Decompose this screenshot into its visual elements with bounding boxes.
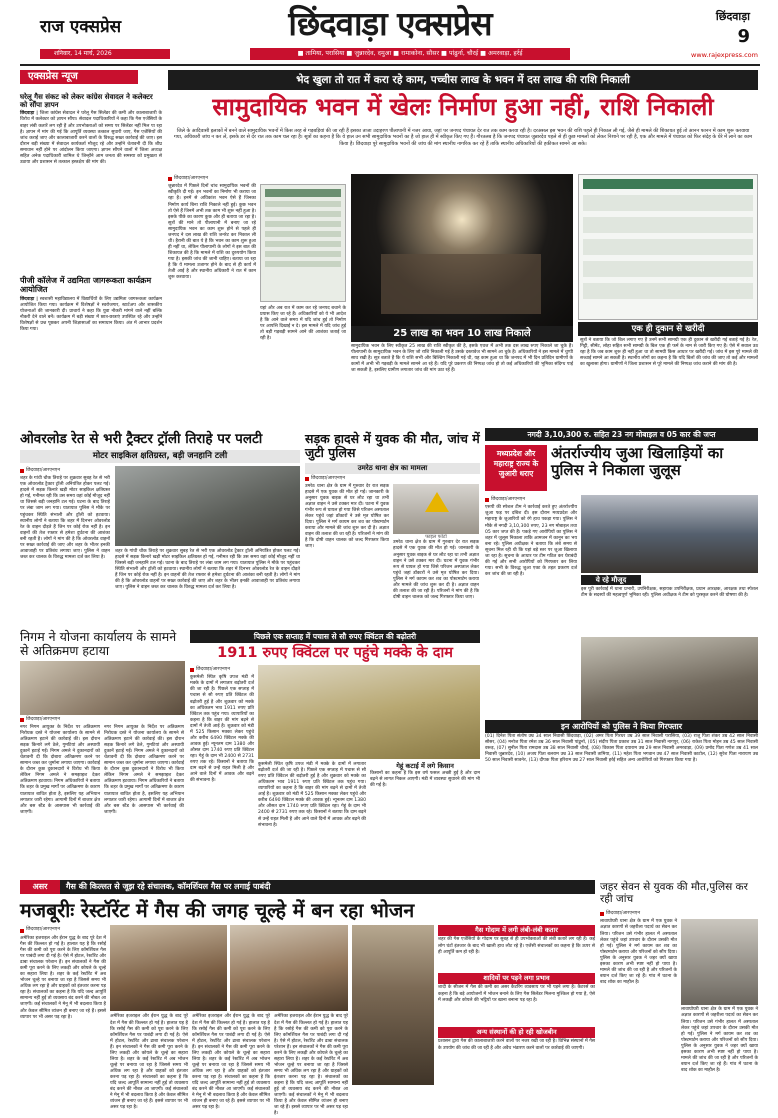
nigam-photo xyxy=(20,661,185,715)
sidebar-story-2-text: स्वशासी महाविद्यालय में विद्यार्थियों के लिए उद्यमिता जागरूकता कार्यक्रम आयोजित किया गया। कार्यक्रम में विशेषज्ञों ने स्वरोजगार, स्टार्टअप और शासकीय योजनाओं की जानकारी दी। प्राचार्य ने कहा कि युवा नौकरी मांगने वाले नहीं बल्कि नौकरी देने वाले बनें। कार्यक्रम में बड़ी संख्या में छात्र-छात्राएं उपस्थित रहे और उन्होंने विशेषज्ञों से प्रश्न पूछकर अपनी जिज्ञासाओं का समाधान किया। अंत में आभार प्रदर्शन किया गया। xyxy=(20,296,162,333)
gamblers-photo-1 xyxy=(581,495,758,573)
poison-body-2: लावाघोघरी थाना क्षेत्र के ग्राम में एक युवक ने अज्ञात कारणों से जहरीला पदार्थ का सेवन कर लिया। परिजन उसे गंभीर हालत में अस्पताल लेकर पहुंचे जहां उपचार के दौरान उसकी मौत हो गई। पुलिस ने मर्ग कायम कर शव का पोस्टमार्टम कराया और परिजनों को सौंप दिया। पुलिस के अनुसार युवक ने जहर क्यों खाया इसका कारण अभी स्पष्ट नहीं हो पाया है। मामले की जांच की जा रही है और परिजनों के बयान दर्ज किए जा रहे हैं। गांव में घटना के बाद शोक का माहौल है। xyxy=(681,1007,758,1074)
shop-header: एक ही दुकान से खरीदी xyxy=(578,322,758,336)
lead-kicker: भेद खुला तो रात में करा रहे काम, पच्चीस लाख के भवन में दस लाख की राशि निकाली xyxy=(168,70,758,90)
accident-byline: छिंदवाड़ा/आरएनएन xyxy=(305,476,480,482)
nigam-story xyxy=(20,630,185,835)
side3-body: प्रशासन द्वारा गैस की कालाबाजारी करने वालों पर नजर रखी जा रही है। विभिन्न संस्थानों में गैस के उपयोग की जांच की जा रही है और अवैध भंडारण करने वालों पर कार्रवाई की जाएगी। xyxy=(438,1039,595,1051)
poison-story xyxy=(600,882,758,1102)
accident-sub: उमरेठ थाना क्षेत्र का मामला xyxy=(305,463,480,474)
tractor-headline: ओवरलोड रेत से भरी ट्रैक्टर ट्रॉली तिराहे पर पलटी xyxy=(20,431,263,447)
gas-body-1: अमेरिका इजराइल और ईरान युद्ध के बाद पूरे देश में गैस की किल्लत हो गई है। हालात यह है कि रसोई गैस की कमी को पूरा करने के लिए कॉमर्शियल गैस पर पाबंदी लगा दी गई है। ऐसे में होटल, रेस्टॉरेंट और ढाबा संचालक परेशान हैं। इन संचालकों ने गैस की कमी पूरा करने के लिए लकड़ी और कोयले के चूल्हे का सहारा लिया है। शहर के कई रेस्टॉरेंट में अब भोजन चूल्हे पर बनाया जा रहा है जिससे समय भी अधिक लग रहा है और ग्राहकों को इंतजार करना पड़ रहा है। संचालकों का कहना है कि यदि जल्द आपूर्ति सामान्य नहीं हुई तो व्यवसाय बंद करने की नौबत आ जाएगी। कई संचालकों ने मेनू में भी बदलाव किया है और केवल सीमित व्यंजन ही बनाए जा रहे हैं। इससे व्यापार पर भी असर पड़ रहा है। xyxy=(20,935,106,1020)
gas-photo-3 xyxy=(352,925,434,1085)
poison-byline: छिंदवाड़ा/आरएनएन xyxy=(600,911,758,917)
lead-headline: सामुदायिक भवन में खेलः निर्माण हुआ नहीं, राशि निकाली xyxy=(212,93,714,121)
poison-photo xyxy=(681,919,758,1005)
sidebar-story-1-text: जिला कांग्रेस सेवादल ने घरेलू गैस सिलेंडर की कमी और कालाबाजारी के विरोध में कलेक्टर को ज्ञापन सौंपा। सेवादल पदाधिकारियों ने कहा कि गैस एजेंसियों के बाहर लंबी कतारें लग रही हैं और उपभोक्ताओं को समय पर सिलेंडर नहीं मिल पा रहा है। ज्ञापन में मांग की गई कि आपूर्ति व्यवस्था तत्काल सुधारी जाए, गैस एजेंसियों की जांच कराई जाए और कालाबाजारी करने वालों के विरुद्ध सख्त कार्रवाई की जाए। इस दौरान बड़ी संख्या में सेवादल कार्यकर्ता मौजूद रहे और उन्होंने चेतावनी दी कि शीघ्र समाधान नहीं होने पर आंदोलन किया जाएगा। ज्ञापन सौंपने वालों में जिला अध्यक्ष सहित अनेक पदाधिकारी शामिल थे जिन्होंने आम जनता की समस्या को प्रमुखता से उठाया और प्रशासन से तत्काल हस्तक्षेप की मांग की। xyxy=(20,111,162,165)
tractor-photo xyxy=(115,466,300,546)
poison-body-1: लावाघोघरी थाना क्षेत्र के ग्राम में एक युवक ने अज्ञात कारणों से जहरीला पदार्थ का सेवन कर लिया। परिजन उसे गंभीर हालत में अस्पताल लेकर पहुंचे जहां उपचार के दौरान उसकी मौत हो गई। पुलिस ने मर्ग कायम कर शव का पोस्टमार्टम कराया और परिजनों को सौंप दिया। पुलिस के अनुसार युवक ने जहर क्यों खाया इसका कारण अभी स्पष्ट नहीं हो पाया है। मामले की जांच की जा रही है और परिजनों के बयान दर्ज किए जा रहे हैं। गांव में घटना के बाद शोक का माहौल है। xyxy=(600,919,677,986)
paper-title: छिंदवाड़ा एक्सप्रेस xyxy=(288,4,492,43)
lead-below-caption: सामुदायिक भवन के लिए स्वीकृत 25 लाख की राशि स्वीकृत की है, इसके एवज में अभी तक दस लाख रुपए निकाले जा चुके हैं। पीलापानी के सामुदायिक भवन के लिए जो राशि निकाली गई है उसके दस्तावेज भी सामने आ चुके हैं। अधिकारियों ने इस मामले में चुप्पी साध रखी है। सूत्र बताते हैं कि ये राशि सभी और बिल्डिंग निकाली गई थी, यह काम हुआ था कि जनपद में भी दिन प्रतिदिन ग्रामीणों के कामों में अभी भी गड़बड़ी के मामले सामने आ रहे हैं। यदि पूरे प्रकरण की निष्पक्ष जांच हो तो कई अधिकारियों की भूमिका संदिग्ध पाई जा सकती है, इसलिए ग्रामीण लगातार जांच की मांग उठा रहे हैं। xyxy=(351,344,573,374)
gas-topbar-tag: असर xyxy=(20,880,60,894)
gas-photo-2 xyxy=(230,925,348,1011)
gamblers-headline: अंतर्राज्यीय जुआ खिलाड़ियों का पुलिस ने निकाला जुलूस xyxy=(551,444,724,479)
issue-date: शनिवार, 14 मार्च, 2026 xyxy=(40,49,170,59)
document-screenshot xyxy=(260,184,346,302)
accident-photo xyxy=(393,484,479,534)
ledger-screenshot xyxy=(578,174,758,320)
gas-topbar: गैस की किल्लत से जूझ रहे संचालक, कॉमर्शियल गैस पर लगाई पाबंदी xyxy=(60,880,595,894)
sidebar-story-1-title: घरेलू गैस संकट को लेकर कांग्रेस सेवादल ने कलेक्टर को सौंपा ज्ञापन xyxy=(20,93,153,109)
sidebar-story-2-place: छिंदवाड़ा | xyxy=(20,296,38,302)
sidebar-story-1-body xyxy=(20,111,162,273)
side2-body: शादी के सीजन में गैस की कमी का असर कैटरिंग व्यवसाय पर भी पड़ने लगा है। कैटरर्स का कहना है कि बड़े आयोजनों में भोजन बनाने के लिए गैस सिलेंडर मिलना मुश्किल हो गया है, ऐसे में लकड़ी और कोयले की भट्टियों पर खाना बनाना पड़ रहा है। xyxy=(438,985,595,1003)
lead-story xyxy=(168,70,758,426)
lead-intro: जिले के आदिवासी इलाकों में बनने वाले सामुदायिक भवनों में किस तरह से गड़बड़ियां की जा रही हैं इसका ताजा उदाहरण पीलापानी में नजर आया, जहां पर जनपद पंचायत देर रात तक काम करवा रही है। दरअसल इस भवन की राशि पहले ही निकाल ली गई, जैसे ही मामले की शिकायत हुई तो आनन फानन में काम शुरू करवाया गया, अधिकारी जांच न कर लें, इसके डर से देर रात तक काम चल रहा है। सूत्रों का कहना है कि ये हाल उन सभी सामुदायिक भवनों का है जो हाल ही में स्वीकृत किए गए हैं। गौरतलब है कि जनपद पंचायत जुन्नारदेव पहले से ही कुछ मामलों को लेकर निशाने पर रही है, एक और मामले में पंचायत को फिर संदेह के घेरे में लाने का काम किया है। छिंदवाड़ा पूरे सामुदायिक भवनों की जांच की मांग स्थानीय नागरिक कर रहे हैं ताकि स्थानीय अधिकारियों की हकीकत सामने आ सके। xyxy=(174,128,752,147)
lead-byline: छिंदवाड़ा/आरएनएन xyxy=(168,176,348,182)
side2-header: शादियों पर पड़ने लगा प्रभाव xyxy=(438,973,595,984)
accident-photo-caption: फाइल फोटो xyxy=(425,533,447,540)
lead-columns xyxy=(168,174,348,424)
accident-story xyxy=(305,432,480,622)
gamblers-topbar: नगदी 3,10,300 रु. सहित 23 नग मोबाइल व 05 कार की जप्त xyxy=(485,428,758,441)
gas-photo-1 xyxy=(110,925,227,1011)
accused-header: इन आरोपियों को पुलिस ने किया गिरफ्तार xyxy=(485,720,758,733)
accident-headline: सड़क हादसे में युवक की मौत, जांच में जुटी पुलिस xyxy=(305,431,480,460)
masthead-rule xyxy=(20,64,760,66)
side1-header: गैस गोदाम में लगी लंबी-लंबी कतार xyxy=(438,925,595,936)
tractor-byline: छिंदवाड़ा/आरएनएन xyxy=(20,468,110,474)
sidebar-story-1-place: छिंदवाड़ा | xyxy=(20,111,38,117)
gas-body-3: अमेरिका इजराइल और ईरान युद्ध के बाद पूरे देश में गैस की किल्लत हो गई है। हालात यह है कि रसोई गैस की कमी को पूरा करने के लिए कॉमर्शियल गैस पर पाबंदी लगा दी गई है। ऐसे में होटल, रेस्टॉरेंट और ढाबा संचालक परेशान हैं। इन संचालकों ने गैस की कमी पूरा करने के लिए लकड़ी और कोयले के चूल्हे का सहारा लिया है। शहर के कई रेस्टॉरेंट में अब भोजन चूल्हे पर बनाया जा रहा है जिससे समय भी अधिक लग रहा है और ग्राहकों को इंतजार करना पड़ रहा है। संचालकों का कहना है कि यदि जल्द आपूर्ति सामान्य नहीं हुई तो व्यवसाय बंद करने की नौबत आ जाएगी। कई संचालकों ने मेनू में भी बदलाव किया है और केवल सीमित व्यंजन ही बनाए जा रहे हैं। इससे व्यापार पर भी असर पड़ रहा है। xyxy=(192,1014,270,1111)
site-url[interactable]: www.rajexpress.com xyxy=(691,51,758,59)
brand-logo: राज एक्सप्रेस xyxy=(40,17,122,37)
tractor-body-1: शहर के गांधी चौक तिराहे पर शुक्रवार सुबह रेत से भरी एक ओवरलोड ट्रैक्टर ट्रॉली अनियंत्रित होकर पलट गई। हादसे में सड़क किनारे खड़ी मोटर साइकिल क्षतिग्रस्त हो गई, गनीमत रही कि उस समय वहां कोई मौजूद नहीं था जिससे बड़ी जनहानि टल गई। घटना के बाद तिराहे पर लंबा जाम लग गया। यातायात पुलिस ने मौके पर पहुंचकर स्थिति संभाली और ट्रॉली को हटवाया। स्थानीय लोगों ने बताया कि शहर में दिनभर ओवरलोड रेत के वाहन दौड़ते हैं जिन पर कोई रोक नहीं है। इन वाहनों की तेज रफ्तार से हमेशा दुर्घटना की आशंका बनी रहती है। लोगों ने मांग की है कि ओवरलोड वाहनों पर सख्त कार्रवाई की जाए और शहर के भीतर इनकी आवाजाही पर प्रतिबंध लगाया जाए। पुलिस ने वाहन जब्त कर चालक के विरुद्ध मामला दर्ज कर लिया है। xyxy=(20,476,110,560)
poison-headline: जहर सेवन से युवक की मौत,पुलिस कर रही जांच xyxy=(600,881,748,905)
nigam-body-1: नगर निगम आयुक्त के निर्देश पर अतिक्रमण निरोधक दस्ते ने योजना कार्यालय के सामने से अतिक्रमण हटाने की कार्रवाई की। इस दौरान सड़क किनारे लगे ठेले, गुमटियां और अस्थायी दुकानें हटाई गईं। निगम अमले ने दुकानदारों को चेतावनी दी कि दोबारा अतिक्रमण करने पर सामान जब्त कर जुर्माना लगाया जाएगा। कार्रवाई के दौरान कुछ दुकानदारों ने विरोध भी किया लेकिन निगम अमले ने समझाइश देकर अतिक्रमण हटवाया। निगम अधिकारियों ने बताया कि शहर के प्रमुख मार्गों पर अतिक्रमण के कारण यातायात बाधित होता है, इसलिए यह अभियान लगातार जारी रहेगा। आगामी दिनों में बाजार क्षेत्र और बस स्टैंड के आसपास भी कार्रवाई की जाएगी। xyxy=(20,724,100,815)
lead-col-1: जुन्नारदेव में पिछले दिनों चांच सामुदायिक भवनों की स्वीकृति दी गई। इन भवनों का निर्माण भी कराया जा रहा है। इनमें से अधिकांश भवन ऐसे हैं जिनका निर्माण कार्य बिना राशि निकाले नहीं हुई। कुछ भवन तो ऐसे हैं जिनमें अभी तक काम भी शुरू नहीं हुआ है। इसके पीछे का कारण कुछ और ही बताया जा रहा है। सूत्रों की माने तो पीलापानी में बनाए जा रहे सामुदायिक भवन का काम शुरू होने से पहले ही जनपद ने दस लाख की राशि जनरेट कर निकाल ली थी। हैरानी की बात ये है कि भवन का काम शुरू हुआ ही नहीं था, लेकिन पीलापानी के लोगों ने इस बात की शिकायत की है कि मामले में राशि का दुरुपयोग किया गया है। इसकी जांच की जानी चाहिए। बताया जा रहा है कि ये मामला उजागर होने के बाद से ही कार्य में तेजी आई है और स्थानीय अधिकारी ने रात में काम शुरू करवाया। xyxy=(168,184,256,281)
shop-body: सूत्रों ने बताया कि जो बिल लगाए गए हैं उनमें सभी सामग्री एक ही दुकान से खरीदी गई बताई गई है। रेत, गिट्टी, सीमेंट, लोहा सहित सभी सामग्री के बिल एक ही फर्म के नाम से जारी किए गए हैं। ऐसे में सवाल उठ रहा है कि जब काम शुरू ही नहीं हुआ था तो सामग्री किस आधार पर खरीदी गई। जांच में इस पूरे मामले की सच्चाई सामने आ सकती है। स्थानीय लोगों का कहना है कि यदि बिलों की जांच की जाए तो कई और मामलों का खुलासा होगा। ग्रामीणों ने जिला प्रशासन से पूरे मामले की निष्पक्ष जांच कराने की मांग की है। xyxy=(580,338,758,368)
accused-body: (01) दिनेश पिता संतोष उम्र 34 साल निवासी छिंदवाड़ा, (02) अमर पिता गिरधर उम्र 39 साल निवासी परासिया, (03) राजू पिता शंकर उम्र 42 साल निवासी सौसर, (04) मनोज पिता रमेश उम्र 36 साल निवासी पांढुर्ना, (05) संदीप पिता प्रकाश उम्र 31 साल निवासी नागपुर, (06) राकेश पिता मोहन उम्र 45 साल निवासी वरूड़, (07) सुनील पिता रामदास उम्र 38 साल निवासी चौरई, (08) विकास पिता दयाराम उम्र 29 साल निवासी अमरवाड़ा, (09) प्रमोद पिता गणेश उम्र 41 साल निवासी जुन्नारदेव, (10) अजय पिता बलराम उम्र 33 साल निवासी तामिया, (11) महेश पिता भगवान उम्र 47 साल निवासी काटोल, (12) सुरेश पिता नारायण उम्र 50 साल निवासी सावनेर, (13) दीपक पिता हरिराम उम्र 27 साल निवासी हर्रई सहित अन्य आरोपियों को गिरफ्तार किया गया है। xyxy=(485,734,758,764)
side3-header: अन्य संस्थानों की हो रही खोजबीन xyxy=(438,1027,595,1038)
maize-byline: छिंदवाड़ा/आरएनएन xyxy=(190,667,254,673)
maize-headline: 1911 रुपए क्विंटल पर पहुंचे मक्के के दाम xyxy=(217,645,453,661)
construction-silhouette xyxy=(381,254,541,314)
maize-topbar: पिछले एक सप्ताह में पचास से सौ रुपए क्विंटल की बढ़ोतरी xyxy=(190,630,480,643)
sidebar-story-2-title: पीजी कॉलेज में उद्यमिता जागरूकता कार्यक्रम आयोजित xyxy=(20,276,152,295)
night-photo xyxy=(351,174,573,326)
nigam-byline: छिंदवाड़ा/आरएनएन xyxy=(20,717,185,723)
express-news-sidebar xyxy=(20,70,162,420)
gas-body-4: अमेरिका इजराइल और ईरान युद्ध के बाद पूरे देश में गैस की किल्लत हो गई है। हालात यह है कि रसोई गैस की कमी को पूरा करने के लिए कॉमर्शियल गैस पर पाबंदी लगा दी गई है। ऐसे में होटल, रेस्टॉरेंट और ढाबा संचालक परेशान हैं। इन संचालकों ने गैस की कमी पूरा करने के लिए लकड़ी और कोयले के चूल्हे का सहारा लिया है। शहर के कई रेस्टॉरेंट में अब भोजन चूल्हे पर बनाया जा रहा है जिससे समय भी अधिक लग रहा है और ग्राहकों को इंतजार करना पड़ रहा है। संचालकों का कहना है कि यदि जल्द आपूर्ति सामान्य नहीं हुई तो व्यवसाय बंद करने की नौबत आ जाएगी। कई संचालकों ने मेनू में भी बदलाव किया है और केवल सीमित व्यंजन ही बनाए जा रहे हैं। इससे व्यापार पर भी असर पड़ रहा है। xyxy=(274,1014,348,1117)
team-caption: ये रहे मौजूद xyxy=(581,575,641,585)
gas-body-2: अमेरिका इजराइल और ईरान युद्ध के बाद पूरे देश में गैस की किल्लत हो गई है। हालात यह है कि रसोई गैस की कमी को पूरा करने के लिए कॉमर्शियल गैस पर पाबंदी लगा दी गई है। ऐसे में होटल, रेस्टॉरेंट और ढाबा संचालक परेशान हैं। इन संचालकों ने गैस की कमी पूरा करने के लिए लकड़ी और कोयले के चूल्हे का सहारा लिया है। शहर के कई रेस्टॉरेंट में अब भोजन चूल्हे पर बनाया जा रहा है जिससे समय भी अधिक लग रहा है और ग्राहकों को इंतजार करना पड़ रहा है। संचालकों का कहना है कि यदि जल्द आपूर्ति सामान्य नहीं हुई तो व्यवसाय बंद करने की नौबत आ जाएगी। कई संचालकों ने मेनू में भी बदलाव किया है और केवल सीमित व्यंजन ही बनाए जा रहे हैं। इससे व्यापार पर भी असर पड़ रहा है। xyxy=(110,1014,188,1111)
sidebar-header: एक्सप्रेस न्यूज xyxy=(20,70,138,84)
gamblers-byline: छिंदवाड़ा/आरएनएन xyxy=(485,497,577,503)
accident-body-1: उमरेठ थाना क्षेत्र के ग्राम में गुरुवार देर रात सड़क हादसे में एक युवक की मौत हो गई। जानकारी के अनुसार युवक बाइक से घर लौट रहा था तभी अज्ञात वाहन ने उसे टक्कर मार दी। घटना में युवक गंभीर रूप से घायल हो गया जिसे परिजन अस्पताल लेकर पहुंचे जहां डॉक्टरों ने उसे मृत घोषित कर दिया। पुलिस ने मर्ग कायम कर शव का पोस्टमार्टम कराया और मामले की जांच शुरू कर दी है। अज्ञात वाहन की तलाश की जा रही है। परिजनों ने मांग की है कि दोषी वाहन चालक को जल्द गिरफ्तार किया जाए। xyxy=(305,483,389,550)
maize-body-2: कुसमेली स्थित कृषि उपज मंडी में मक्के के दामों में लगातार बढ़ोतरी दर्ज की जा रही है। पिछले एक सप्ताह में पचास से सौ रुपए प्रति क्विंटल की बढ़ोतरी हुई है और शुक्रवार को मक्के का अधिकतम भाव 1911 रुपए प्रति क्विंटल तक पहुंच गया। व्यापारियों का कहना है कि बाहर की मांग बढ़ने से दामों में तेजी आई है। शुक्रवार को मंडी में 525 किसान मक्का लेकर पहुंचे और करीब 6490 क्विंटल मक्के की आवक हुई। न्यूनतम दाम 1380 और औसत दाम 1740 रुपए प्रति क्विंटल रहा। गेहूं के दाम भी 2400 से 2731 रुपए तक रहे। किसानों ने बताया कि दाम बढ़ने से उन्हें राहत मिली है और आने वाले दिनों में आवक और बढ़ने की संभावना है। xyxy=(258,761,366,828)
gamblers-story xyxy=(485,428,758,788)
side1-body: शहर की गैस एजेंसियों के गोदाम पर सुबह से ही उपभोक्ताओं की लंबी कतारें लग रही हैं। कई लोग घंटों इंतजार के बाद भी खाली हाथ लौट रहे हैं। एजेंसी संचालकों का कहना है कि ऊपर से ही आपूर्ति कम हो रही है। xyxy=(438,937,595,955)
gas-headline: मजबूरीः रेस्टॉरेंट में गैस की जगह चूल्हे में बन रहा भोजन xyxy=(20,899,415,922)
warning-icon xyxy=(425,492,449,512)
tractor-sub: मोटर साइकिल क्षतिग्रस्त, बड़ी जनहानि टली xyxy=(20,450,300,463)
lead-col-2: यहां और अब रात में काम कर रहे जनपद बचाने के प्रयास किए जा रहे हैं। अधिकारियों को ये भी आदेश है कि आने वाले समय में यदि जांच हुई तो निर्माण पर आपत्ति दिखाई न दे। इस मामले में यदि जांच हुई तो बड़ी गड़बड़ी सामने आने की आशंका जताई जा रही है। xyxy=(260,306,346,342)
nigam-body-2: नगर निगम आयुक्त के निर्देश पर अतिक्रमण निरोधक दस्ते ने योजना कार्यालय के सामने से अतिक्रमण हटाने की कार्रवाई की। इस दौरान सड़क किनारे लगे ठेले, गुमटियां और अस्थायी दुकानें हटाई गईं। निगम अमले ने दुकानदारों को चेतावनी दी कि दोबारा अतिक्रमण करने पर सामान जब्त कर जुर्माना लगाया जाएगा। कार्रवाई के दौरान कुछ दुकानदारों ने विरोध भी किया लेकिन निगम अमले ने समझाइश देकर अतिक्रमण हटवाया। निगम अधिकारियों ने बताया कि शहर के प्रमुख मार्गों पर अतिक्रमण के कारण यातायात बाधित होता है, इसलिए यह अभियान लगातार जारी रहेगा। आगामी दिनों में बाजार क्षेत्र और बस स्टैंड के आसपास भी कार्रवाई की जाएगी। xyxy=(104,724,184,815)
nigam-headline: निगम ने योजना कार्यालय के सामने से अतिक्रमण हटाया xyxy=(20,629,177,658)
team-body: इस पूरी कार्रवाई में थाना प्रभारी, उपनिरीक्षक, सहायक उपनिरीक्षक, प्रधान आरक्षक, आरक्षक तथा स्पेशल टीम के सदस्यों की महत्वपूर्ण भूमिका रही। पुलिस अधीक्षक ने टीम को पुरस्कृत करने की घोषणा की है। xyxy=(581,587,758,599)
gas-byline: छिंदवाड़ा/आरएनएन xyxy=(20,927,106,933)
tractor-body-2: शहर के गांधी चौक तिराहे पर शुक्रवार सुबह रेत से भरी एक ओवरलोड ट्रैक्टर ट्रॉली अनियंत्रित होकर पलट गई। हादसे में सड़क किनारे खड़ी मोटर साइकिल क्षतिग्रस्त हो गई, गनीमत रही कि उस समय वहां कोई मौजूद नहीं था जिससे बड़ी जनहानि टल गई। घटना के बाद तिराहे पर लंबा जाम लग गया। यातायात पुलिस ने मौके पर पहुंचकर स्थिति संभाली और ट्रॉली को हटवाया। स्थानीय लोगों ने बताया कि शहर में दिनभर ओवरलोड रेत के वाहन दौड़ते हैं जिन पर कोई रोक नहीं है। इन वाहनों की तेज रफ्तार से हमेशा दुर्घटना की आशंका बनी रहती है। लोगों ने मांग की है कि ओवरलोड वाहनों पर सख्त कार्रवाई की जाए और शहर के भीतर इनकी आवाजाही पर प्रतिबंध लगाया जाए। पुलिस ने वाहन जब्त कर चालक के विरुद्ध मामला दर्ज कर लिया है। xyxy=(115,548,300,591)
maize-photo-body: किसानों का कहना है कि इस वर्ष फसल अच्छी हुई है और दाम बढ़ने से लागत निकल आएगी। मंडी में व्यवस्था सुधारने की मांग भी की गई है। xyxy=(370,770,480,788)
maize-story xyxy=(190,630,480,835)
gamblers-badge: मध्यप्रदेश और महाराष्ट्र राज्य के जुआरी धराए xyxy=(485,445,547,491)
gas-story xyxy=(20,880,595,1117)
maize-photo xyxy=(258,665,480,759)
accident-body-2: उमरेठ थाना क्षेत्र के ग्राम में गुरुवार देर रात सड़क हादसे में एक युवक की मौत हो गई। जानकारी के अनुसार युवक बाइक से घर लौट रहा था तभी अज्ञात वाहन ने उसे टक्कर मार दी। घटना में युवक गंभीर रूप से घायल हो गया जिसे परिजन अस्पताल लेकर पहुंचे जहां डॉक्टरों ने उसे मृत घोषित कर दिया। पुलिस ने मर्ग कायम कर शव का पोस्टमार्टम कराया और मामले की जांच शुरू कर दी है। अज्ञात वाहन की तलाश की जा रही है। परिजनों ने मांग की है कि दोषी वाहन चालक को जल्द गिरफ्तार किया जाए। xyxy=(393,540,479,600)
maize-photo-caption: गेहूं कटाई में लगे किसान xyxy=(396,761,454,770)
areas-strip: ■ तामिया, परासिया ■ जुन्नारदेव, दमुआ ■ रामाकोना, सौसर ■ पांढुर्ना, चौरई ■ अमरवाड़ा, हर्रई xyxy=(250,48,570,60)
masthead xyxy=(0,0,778,66)
gamblers-photo-2 xyxy=(581,637,758,733)
city-label: छिंदवाड़ा xyxy=(715,10,750,23)
page-number: 9 xyxy=(737,26,750,47)
night-photo-caption: 25 लाख का भवन 10 लाख निकाले xyxy=(351,326,573,342)
gamblers-body: एसपी की स्पेशल टीम ने कार्रवाई करते हुए अंतर्राज्यीय जुआ फड़ पर दबिश दी। इस दौरान मध्यप्रदेश और महाराष्ट्र के जुआरियों को रंगे हाथ पकड़ा गया। पुलिस ने मौके से नगदी 3,10,300 रुपए, 23 नग मोबाइल तथा 05 कार जप्त की हैं। पकड़े गए आरोपियों का पुलिस ने शहर में जुलूस निकाला ताकि आमजन में कानून का भय बना रहे। पुलिस अधीक्षक ने बताया कि लंबे समय से सूचना मिल रही थी कि यहां बड़े स्तर पर जुआ खिलाया जा रहा है। सूचना के आधार पर टीम गठित कर घेराबंदी की गई और सभी आरोपियों को गिरफ्तार कर लिया गया। सभी के विरुद्ध जुआ एक्ट के तहत प्रकरण दर्ज कर जांच की जा रही है। xyxy=(485,505,577,578)
sidebar-story-2-body xyxy=(20,297,162,401)
tractor-story xyxy=(20,432,300,622)
maize-body-1: कुसमेली स्थित कृषि उपज मंडी में मक्के के दामों में लगातार बढ़ोतरी दर्ज की जा रही है। पिछले एक सप्ताह में पचास से सौ रुपए प्रति क्विंटल की बढ़ोतरी हुई है और शुक्रवार को मक्के का अधिकतम भाव 1911 रुपए प्रति क्विंटल तक पहुंच गया। व्यापारियों का कहना है कि बाहर की मांग बढ़ने से दामों में तेजी आई है। शुक्रवार को मंडी में 525 किसान मक्का लेकर पहुंचे और करीब 6490 क्विंटल मक्के की आवक हुई। न्यूनतम दाम 1380 और औसत दाम 1740 रुपए प्रति क्विंटल रहा। गेहूं के दाम भी 2400 से 2731 रुपए तक रहे। किसानों ने बताया कि दाम बढ़ने से उन्हें राहत मिली है और आने वाले दिनों में आवक और बढ़ने की संभावना है। xyxy=(190,675,254,784)
